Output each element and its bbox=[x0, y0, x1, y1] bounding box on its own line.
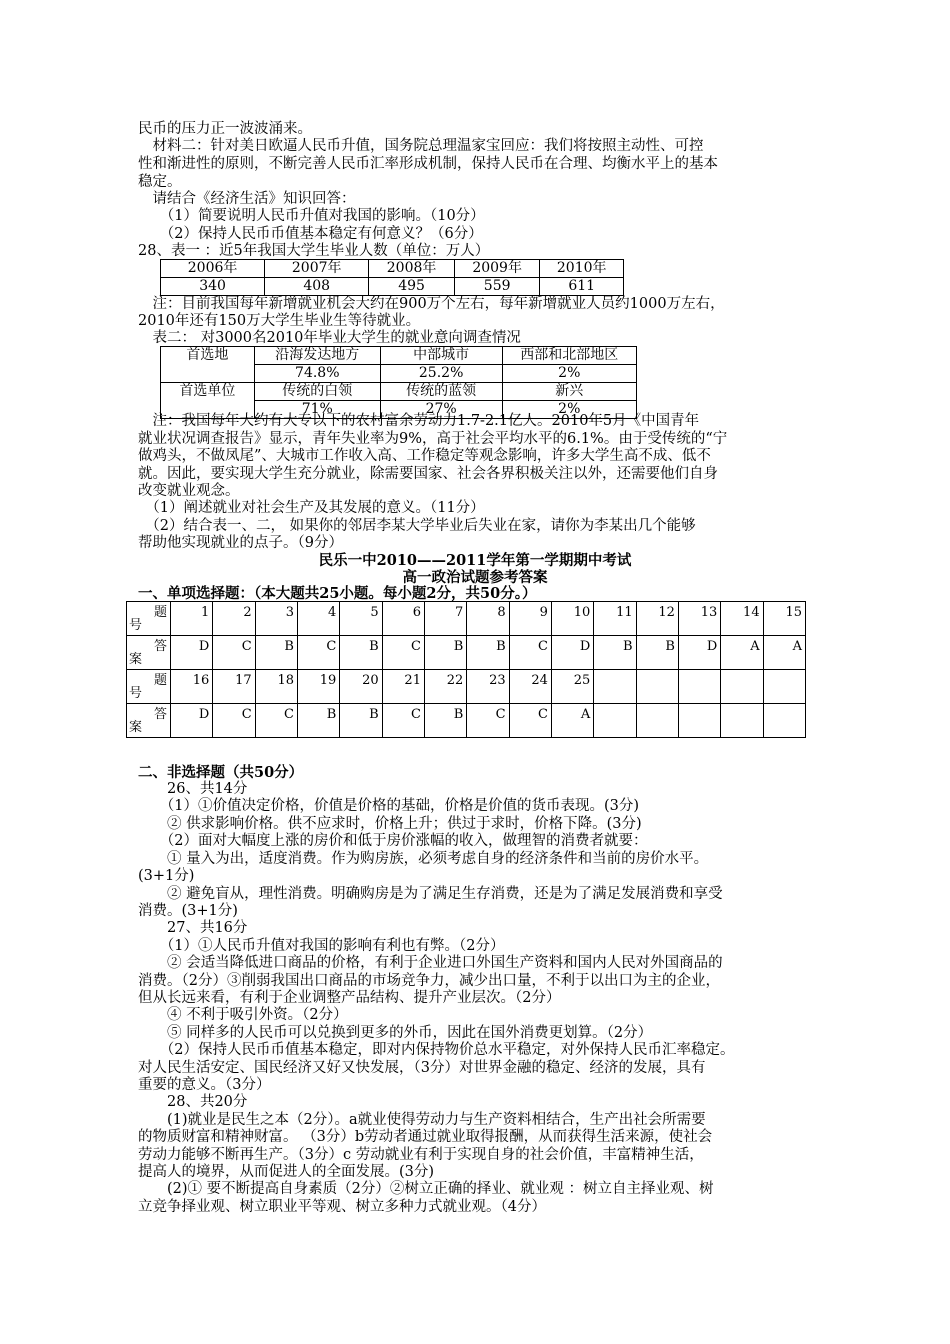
answer-cell: C bbox=[509, 704, 551, 738]
graduates-table bbox=[160, 259, 624, 296]
question-number: 16 bbox=[171, 670, 213, 704]
table-row bbox=[161, 383, 637, 401]
text-line: （2）保持人民币币值基本稳定，即对内保持物价总水平稳定，对外保持人民币汇率稳定。 bbox=[138, 1042, 735, 1058]
text-line: ② 供求影响价格。供不应求时，价格上升；供过于求时，价格下降。(3分) bbox=[138, 816, 642, 832]
section-heading: 二、非选择题（共50分） bbox=[138, 764, 304, 781]
text-line: （2）面对大幅度上涨的房价和低于房价涨幅的收入，做理智的消费者就要： bbox=[138, 833, 648, 849]
answer-cell: B bbox=[424, 704, 466, 738]
answer-cell: C bbox=[297, 636, 339, 670]
value-cell: 71% bbox=[254, 401, 380, 419]
question-number: 9 bbox=[509, 602, 551, 636]
text-line: 请结合《经济生活》知识回答： bbox=[138, 191, 356, 207]
question-number: 14 bbox=[721, 602, 763, 636]
value-cell: 2% bbox=[502, 365, 636, 383]
question-number: 23 bbox=[467, 670, 509, 704]
header-cell: 答 案 bbox=[127, 704, 171, 738]
text-line: 的物质财富和精神财富。 （3分）b劳动者通过就业取得报酬，从而获得生活来源，使社会 bbox=[138, 1129, 713, 1145]
answer-cell: B bbox=[636, 636, 678, 670]
text-line: （1）①价值决定价格，价值是价格的基础，价格是价值的货币表现。(3分) bbox=[138, 798, 640, 814]
text-line: 材料二：针对美日欧逼人民币升值，国务院总理温家宝回应：我们将按照主动性、可控 bbox=[138, 138, 704, 154]
text-line: ⑤ 同样多的人民币可以兑换到更多的外币，因此在国外消费更划算。（2分） bbox=[138, 1025, 653, 1041]
text-line: ② 避免盲从，理性消费。明确购房是为了满足生存消费，还是为了满足发展消费和享受 bbox=[138, 886, 723, 902]
text-line: (2)① 要不断提高自身素质（2分）②树立正确的择业、就业观 ：树立自主择业观、树 bbox=[138, 1181, 714, 1197]
answer-cell: C bbox=[509, 636, 551, 670]
answer-cell: C bbox=[382, 704, 424, 738]
text-line: （1）阐述就业对社会生产及其发展的意义。（11分） bbox=[138, 500, 485, 516]
text-line: （2）结合表一、二， 如果你的邻居李某大学毕业后失业在家，请你为李某出几个能够 bbox=[138, 518, 696, 534]
year-cell: 2009年 bbox=[454, 260, 540, 278]
text-line: （1）简要说明人民币升值对我国的影响。（10分） bbox=[138, 208, 485, 224]
text-line: (1)就业是民生之本（2分）。a就业使得劳动力与生产资料相结合，生产出社会所需要 bbox=[138, 1112, 706, 1128]
year-cell: 2006年 bbox=[161, 260, 265, 278]
row-label: 首选地 bbox=[161, 347, 255, 383]
text-line: 消费。（2分）③削弱我国出口商品的市场竞争力，减少出口量，不利于以出口为主的企业， bbox=[138, 973, 720, 989]
answer-cell: B bbox=[467, 636, 509, 670]
text-line: 26、共14分 bbox=[138, 781, 248, 797]
value-cell: 27% bbox=[380, 401, 502, 419]
answer-cell: D bbox=[171, 636, 213, 670]
answer-cell: C bbox=[467, 704, 509, 738]
survey-table bbox=[160, 346, 637, 419]
question-number: 21 bbox=[382, 670, 424, 704]
option-cell: 西部和北部地区 bbox=[502, 347, 636, 365]
question-number: 4 bbox=[297, 602, 339, 636]
empty-cell bbox=[678, 670, 720, 704]
year-cell: 2008年 bbox=[369, 260, 455, 278]
answer-cell: C bbox=[213, 704, 255, 738]
value-cell: 74.8% bbox=[254, 365, 380, 383]
text-line: 2010年还有150万大学生毕业生等待就业。 bbox=[138, 313, 421, 329]
text-line: ② 会适当降低进口商品的价格，有利于企业进口外国生产资料和国内人民对外国商品的 bbox=[138, 955, 723, 971]
question-number: 12 bbox=[636, 602, 678, 636]
year-cell: 2007年 bbox=[265, 260, 369, 278]
answer-cell: B bbox=[594, 636, 636, 670]
answer-cell: B bbox=[255, 636, 297, 670]
question-number: 19 bbox=[297, 670, 339, 704]
question-number: 1 bbox=[171, 602, 213, 636]
text-line: 改变就业观念。 bbox=[138, 483, 240, 499]
answer-cell: A bbox=[721, 636, 763, 670]
value-cell: 25.2% bbox=[380, 365, 502, 383]
text-line: 27、共16分 bbox=[138, 920, 248, 936]
option-cell: 沿海发达地方 bbox=[254, 347, 380, 365]
answer-cell: D bbox=[551, 636, 593, 670]
empty-cell bbox=[594, 704, 636, 738]
text-line: ④ 不利于吸引外资。（2分） bbox=[138, 1007, 348, 1023]
answer-cell: B bbox=[424, 636, 466, 670]
text-line: 性和渐进性的原则，不断完善人民币汇率形成机制，保持人民币在合理、均衡水平上的基本 bbox=[138, 156, 718, 172]
empty-cell bbox=[721, 670, 763, 704]
table-row bbox=[127, 704, 806, 738]
table-row bbox=[161, 347, 637, 365]
answer-cell: D bbox=[678, 636, 720, 670]
question-number: 22 bbox=[424, 670, 466, 704]
answer-cell: C bbox=[255, 704, 297, 738]
answer-cell: A bbox=[763, 636, 805, 670]
header-cell: 题 号 bbox=[127, 602, 171, 636]
question-number: 8 bbox=[467, 602, 509, 636]
empty-cell bbox=[636, 670, 678, 704]
value-cell: 495 bbox=[369, 278, 455, 296]
question-number: 17 bbox=[213, 670, 255, 704]
option-cell: 传统的白领 bbox=[254, 383, 380, 401]
option-cell: 中部城市 bbox=[380, 347, 502, 365]
text-line: 重要的意义。（3分） bbox=[138, 1077, 271, 1093]
value-cell: 340 bbox=[161, 278, 265, 296]
answer-cell: B bbox=[340, 636, 382, 670]
empty-cell bbox=[721, 704, 763, 738]
question-number: 11 bbox=[594, 602, 636, 636]
text-line: 表二： 对3000名2010年毕业大学生的就业意向调查情况 bbox=[138, 330, 521, 346]
text-line: （1）①人民币升值对我国的影响有利也有弊。（2分） bbox=[138, 938, 505, 954]
answer-cell: C bbox=[382, 636, 424, 670]
header-cell: 题 号 bbox=[127, 670, 171, 704]
value-cell: 408 bbox=[265, 278, 369, 296]
text-line: 立竞争择业观、树立职业平等观、树立多种力式就业观。（4分） bbox=[138, 1199, 546, 1215]
text-line: 帮助他实现就业的点子。（9分） bbox=[138, 535, 343, 551]
empty-cell bbox=[636, 704, 678, 738]
text-line: 消费。(3+1分) bbox=[138, 903, 238, 919]
question-number: 3 bbox=[255, 602, 297, 636]
question-number: 5 bbox=[340, 602, 382, 636]
value-cell: 2% bbox=[502, 401, 636, 419]
answer-key-table bbox=[126, 601, 806, 738]
text-line: 提高人的境界，从而促进人的全面发展。(3分) bbox=[138, 1164, 435, 1180]
text-line: 28、共20分 bbox=[138, 1094, 248, 1110]
answer-cell: C bbox=[213, 636, 255, 670]
empty-cell bbox=[594, 670, 636, 704]
answer-cell: B bbox=[340, 704, 382, 738]
text-line: (3+1分) bbox=[138, 868, 195, 884]
empty-cell bbox=[678, 704, 720, 738]
table-row bbox=[127, 670, 806, 704]
text-line: 注：目前我国每年新增就业机会大约在900万个左右，每年新增就业人员约1000万左右， bbox=[138, 296, 725, 312]
value-cell: 611 bbox=[540, 278, 624, 296]
text-line: 就业状况调查报告》显示，青年失业率为9%，高于社会平均水平的6.1%。由于受传统的“宁 bbox=[138, 431, 728, 447]
answer-subtitle: 高一政治试题参考答案 bbox=[402, 569, 548, 586]
text-line: 28、表一 ：近5年我国大学生毕业人数（单位：万人） bbox=[138, 243, 490, 259]
text-line: ① 量入为出，适度消费。作为购房族，必须考虑自身的经济条件和当前的房价水平。 bbox=[138, 851, 709, 867]
question-number: 2 bbox=[213, 602, 255, 636]
question-number: 20 bbox=[340, 670, 382, 704]
text-line: 对人民生活安定、国民经济又好又快发展，（3分）对世界金融的稳定、经济的发展，具有 bbox=[138, 1060, 706, 1076]
text-line: （2）保持人民币币值基本稳定有何意义？（6分） bbox=[138, 226, 483, 242]
value-cell: 559 bbox=[454, 278, 540, 296]
answer-cell: D bbox=[171, 704, 213, 738]
text-line: 做鸡头，不做凤尾”、大城市工作收入高、工作稳定等观念影响，许多大学生高不成、低不 bbox=[138, 448, 711, 464]
text-line: 稳定。 bbox=[138, 174, 182, 190]
option-cell: 新兴 bbox=[502, 383, 636, 401]
question-number: 6 bbox=[382, 602, 424, 636]
row-label: 首选单位 bbox=[161, 383, 255, 419]
text-line: 民币的压力正一波波涌来。 bbox=[138, 121, 312, 137]
answer-cell: B bbox=[297, 704, 339, 738]
text-line: 注：我国每年大约有大专以下的农村富余劳动力1.7-2.1亿人。2010年5月《中国青年 bbox=[138, 413, 700, 429]
table-row bbox=[161, 278, 624, 296]
table-row bbox=[127, 636, 806, 670]
header-cell: 答 案 bbox=[127, 636, 171, 670]
table-row bbox=[161, 260, 624, 278]
table-row bbox=[127, 602, 806, 636]
option-cell: 传统的蓝领 bbox=[380, 383, 502, 401]
question-number: 15 bbox=[763, 602, 805, 636]
question-number: 7 bbox=[424, 602, 466, 636]
question-number: 10 bbox=[551, 602, 593, 636]
text-line: 劳动力能够不断再生产。（3分）c 劳动就业有利于实现自身的社会价值，丰富精神生活， bbox=[138, 1147, 704, 1163]
text-line: 就。因此，要实现大学生充分就业，除需要国家、社会各界积极关注以外，还需要他们自身 bbox=[138, 466, 718, 482]
question-number: 25 bbox=[551, 670, 593, 704]
text-line: 但从长远来看，有利于企业调整产品结构、提升产业层次。（2分） bbox=[138, 990, 561, 1006]
empty-cell bbox=[763, 670, 805, 704]
question-number: 18 bbox=[255, 670, 297, 704]
answer-cell: A bbox=[551, 704, 593, 738]
question-number: 13 bbox=[678, 602, 720, 636]
empty-cell bbox=[763, 704, 805, 738]
section-heading: 一、单项选择题：（本大题共25小题。每小题2分，共50分。） bbox=[138, 585, 537, 602]
answer-title: 民乐一中2010——2011学年第一学期期中考试 bbox=[318, 552, 632, 569]
question-number: 24 bbox=[509, 670, 551, 704]
year-cell: 2010年 bbox=[540, 260, 624, 278]
